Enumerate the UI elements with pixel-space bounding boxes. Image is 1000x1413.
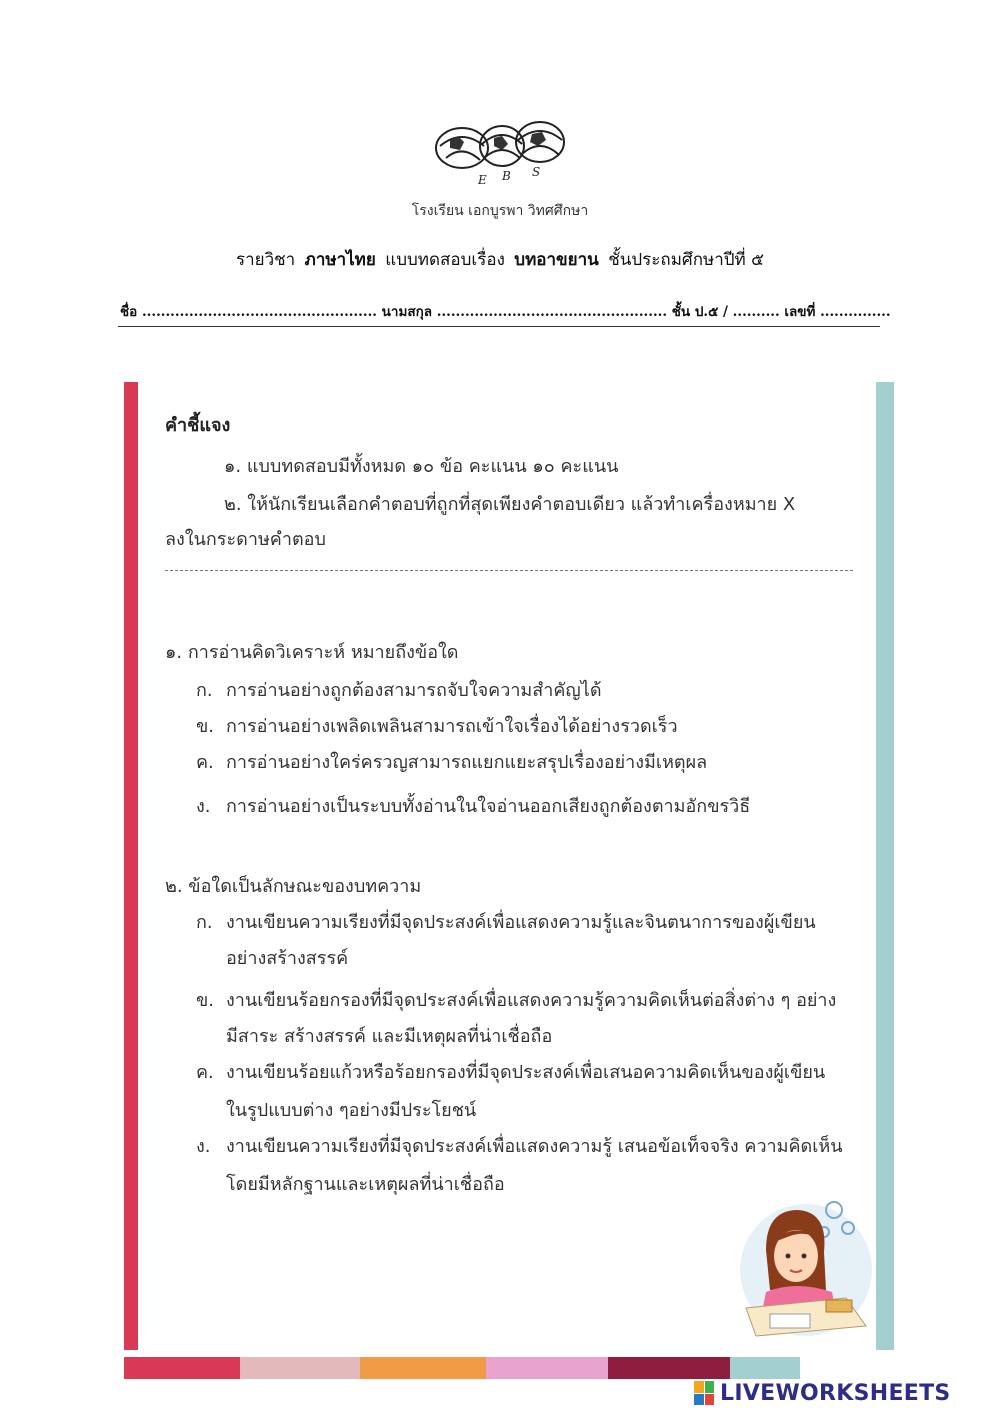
option-letter: ง. <box>196 796 211 817</box>
question-2-option-b[interactable] <box>196 985 836 1014</box>
instructions-title: คำชี้แจง <box>165 415 231 436</box>
question-2-option-b-cont: มีสาระ สร้างสรรค์ และมีเหตุผลที่น่าเชื่อถือ <box>226 1026 553 1047</box>
watermark-text: LIVEWORKSHEETS <box>720 1380 951 1406</box>
option-text: งานเขียนร้อยกรองที่มีจุดประสงค์เพื่อแสดงความรู้ความคิดเห็นต่อสิ่งต่าง ๆ อย่าง <box>226 990 837 1011</box>
question-2-option-a[interactable] <box>196 907 816 936</box>
question-1-option-a[interactable] <box>196 675 602 704</box>
liveworksheets-watermark <box>694 1380 951 1406</box>
logo-letter-e: E <box>478 173 487 187</box>
question-2-option-c[interactable] <box>196 1057 825 1086</box>
test-label: แบบทดสอบเรื่อง <box>385 250 505 270</box>
question-2-option-a-cont: อย่างสร้างสรรค์ <box>226 948 349 969</box>
question-1-option-c[interactable] <box>196 747 707 776</box>
bottom-bar-segment <box>240 1357 360 1379</box>
option-letter: ข. <box>196 990 215 1011</box>
question-1-option-b[interactable] <box>196 711 678 740</box>
question-2: ๒. ข้อใดเป็นลักษณะของบทความ <box>165 876 422 897</box>
bottom-bar-segment <box>486 1357 608 1379</box>
option-text: งานเขียนร้อยแก้วหรือร้อยกรองที่มีจุดประสงค์เพื่อเสนอความคิดเห็นของผู้เขียน <box>226 1062 826 1083</box>
bottom-bar-segment <box>730 1357 800 1379</box>
frame-left-bar <box>124 382 138 1350</box>
question-2-option-d[interactable] <box>196 1131 843 1160</box>
bottom-bar-segment <box>360 1357 486 1379</box>
subject-name: ภาษาไทย <box>304 250 376 270</box>
subject-line <box>0 246 1000 273</box>
option-letter: ก. <box>196 680 213 701</box>
question-2-option-d-cont: โดยมีหลักฐานและเหตุผลที่น่าเชื่อถือ <box>226 1174 505 1195</box>
school-name: โรงเรียน เอกบูรพา วิทศศึกษา <box>411 203 589 219</box>
subject-label: รายวิชา <box>235 250 296 270</box>
liveworksheets-logo-icon <box>694 1381 714 1405</box>
student-info-line: ชื่อ .................................................. นามสกุล ................................................. ชั้น ป.๕ / .......... เลขที่ ............... <box>120 304 891 320</box>
option-text: การอ่านอย่างถูกต้องสามารถจับใจความสำคัญได้ <box>226 680 602 701</box>
instruction-item-2-cont: ลงในกระดาษคำตอบ <box>165 529 326 550</box>
option-text: การอ่านอย่างเพลิดเพลินสามารถเข้าใจเรื่องได้อย่างรวดเร็ว <box>226 716 678 737</box>
school-logo <box>432 118 572 188</box>
grade-text: ชั้นประถมศึกษาปีที่ ๕ <box>608 250 765 270</box>
logo-letter-s: S <box>532 165 541 179</box>
option-text: งานเขียนความเรียงที่มีจุดประสงค์เพื่อแสดงความรู้และจินตนาการของผู้เขียน <box>226 912 816 933</box>
frame-right-bar <box>876 382 894 1350</box>
bottom-bar-segment <box>124 1357 240 1379</box>
question-2-option-c-cont: ในรูปแบบต่าง ๆอย่างมีประโยชน์ <box>226 1100 477 1121</box>
dashed-divider <box>165 570 853 571</box>
option-text: งานเขียนความเรียงที่มีจุดประสงค์เพื่อแสดงความรู้ เสนอข้อเท็จจริง ความคิดเห็น <box>226 1136 843 1157</box>
instruction-item-1: ๑. แบบทดสอบมีทั้งหมด ๑๐ ข้อ คะแนน ๑๐ คะแนน <box>224 456 619 477</box>
option-letter: ก. <box>196 912 213 933</box>
option-text: การอ่านอย่างเป็นระบบทั้งอ่านในใจอ่านออกเสียงถูกต้องตามอักขรวิธี <box>226 796 751 817</box>
girl-studying-illustration <box>736 1180 876 1340</box>
question-1: ๑. การอ่านคิดวิเคราะห์ หมายถึงข้อใด <box>165 642 459 663</box>
test-topic: บทอาขยาน <box>514 250 599 270</box>
option-letter: ข. <box>196 716 215 737</box>
bottom-bar-segment <box>608 1357 730 1379</box>
header-divider <box>118 326 880 327</box>
question-1-option-d[interactable] <box>196 791 750 820</box>
option-letter: ง. <box>196 1136 211 1157</box>
frame-bottom-bar <box>124 1357 924 1379</box>
option-letter: ค. <box>196 752 214 773</box>
option-text: การอ่านอย่างใคร่ครวญสามารถแยกแยะสรุปเรื่องอย่างมีเหตุผล <box>226 752 708 773</box>
logo-letter-b: B <box>502 169 511 183</box>
option-letter: ค. <box>196 1062 214 1083</box>
instruction-item-2: ๒. ให้นักเรียนเลือกคำตอบที่ถูกที่สุดเพียงคำตอบเดียว แล้วทำเครื่องหมาย X <box>224 494 796 515</box>
